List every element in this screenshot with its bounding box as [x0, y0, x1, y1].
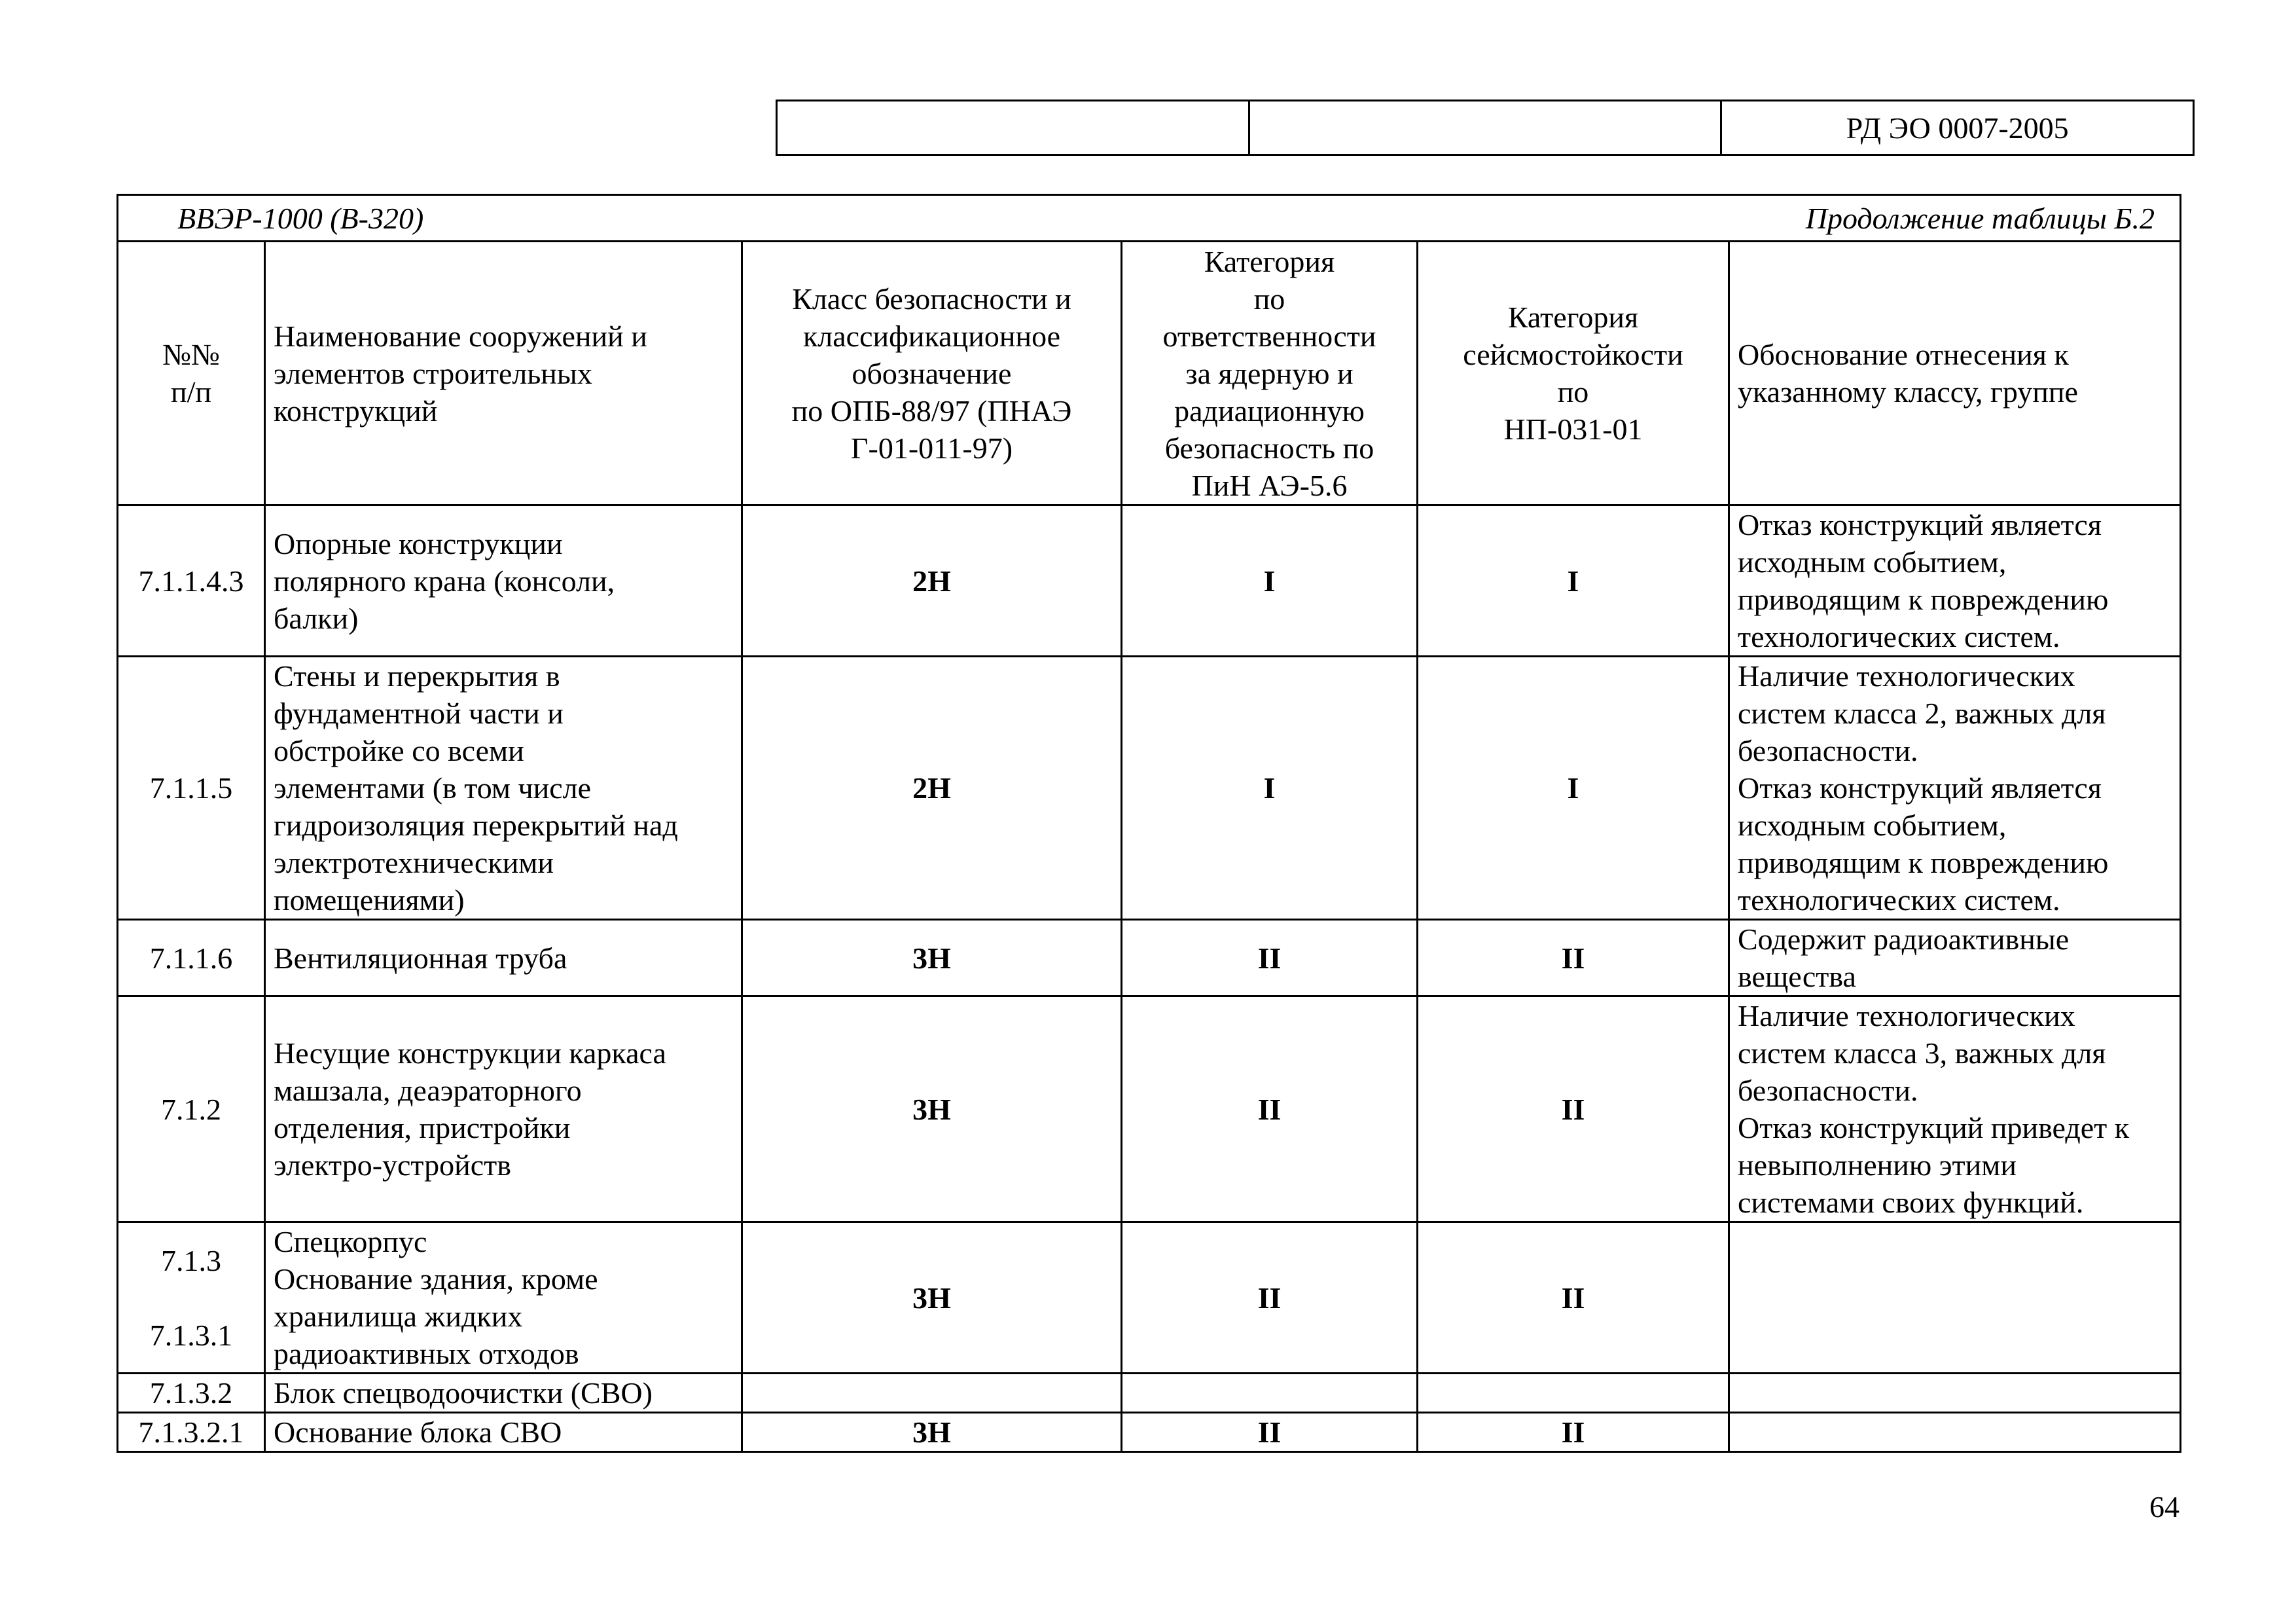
cell-safety-class: 3Н [742, 1413, 1122, 1452]
cell-num: 7.1.1.5 [118, 657, 265, 920]
header-cell-empty-1 [777, 101, 1249, 155]
cell-responsibility [1122, 1374, 1418, 1413]
cell-safety-class: 3Н [742, 920, 1122, 996]
table-row [118, 1222, 2181, 1374]
table-row [118, 1413, 2181, 1452]
cell-justification: Наличие технологических систем класса 2, важных для безопасности. Отказ конструкций является исходным событием, приводящим к повреждению технологических систем. [1729, 657, 2181, 920]
cell-seismic [1418, 1374, 1729, 1413]
cell-responsibility: I [1122, 505, 1418, 657]
table-row [118, 996, 2181, 1222]
cell-seismic: II [1418, 1413, 1729, 1452]
table-caption-cell [118, 195, 2181, 242]
column-header-seismic: Категория сейсмостойкости по НП-031-01 [1418, 242, 1729, 505]
reactor-type-caption: ВВЭР-1000 (В-320) [177, 201, 424, 235]
header-cell-empty-2 [1249, 101, 1721, 155]
cell-justification [1729, 1222, 2181, 1374]
cell-num: 7.1.2 [118, 996, 265, 1222]
document-header-block [776, 100, 2195, 156]
page-number: 64 [2149, 1490, 2179, 1523]
cell-safety-class: 3Н [742, 996, 1122, 1222]
cell-name: Опорные конструкции полярного крана (консоли, балки) [265, 505, 742, 657]
table-row [118, 505, 2181, 657]
column-header-responsibility: Категория по ответственности за ядерную и радиационную безопасность по ПиН АЭ-5.6 [1122, 242, 1418, 505]
cell-responsibility: I [1122, 657, 1418, 920]
column-header-safety-class: Класс безопасности и классификационное обозначение по ОПБ-88/97 (ПНАЭ Г-01-011-97) [742, 242, 1122, 505]
cell-name: Основание блока СВО [265, 1413, 742, 1452]
cell-justification [1729, 1413, 2181, 1452]
cell-seismic: II [1418, 996, 1729, 1222]
document-code: РД ЭО 0007-2005 [1721, 101, 2194, 155]
cell-responsibility: II [1122, 1413, 1418, 1452]
cell-name: Стены и перекрытия в фундаментной части и обстройке со всеми элементами (в том числе гидроизоляция перекрытий над электротехническими помещениями) [265, 657, 742, 920]
cell-responsibility: II [1122, 920, 1418, 996]
classification-table [117, 194, 2181, 1453]
table-row [118, 657, 2181, 920]
cell-seismic: I [1418, 505, 1729, 657]
column-header-name: Наименование сооружений и элементов строительных конструкций [265, 242, 742, 505]
cell-name: Блок спецводоочистки (СВО) [265, 1374, 742, 1413]
column-header-row [118, 242, 2181, 505]
cell-responsibility: II [1122, 1222, 1418, 1374]
column-header-num: №№ п/п [118, 242, 265, 505]
cell-justification: Содержит радиоактивные вещества [1729, 920, 2181, 996]
cell-name: Спецкорпус Основание здания, кроме хранилища жидких радиоактивных отходов [265, 1222, 742, 1374]
cell-safety-class: 3Н [742, 1222, 1122, 1374]
cell-responsibility: II [1122, 996, 1418, 1222]
cell-num: 7.1.3 7.1.3.1 [118, 1222, 265, 1374]
cell-num: 7.1.3.2.1 [118, 1413, 265, 1452]
cell-seismic: II [1418, 1222, 1729, 1374]
cell-justification: Отказ конструкций является исходным событием, приводящим к повреждению технологических систем. [1729, 505, 2181, 657]
column-header-justification: Обоснование отнесения к указанному классу, группе [1729, 242, 2181, 505]
table-caption-row [118, 195, 2181, 242]
cell-name: Вентиляционная труба [265, 920, 742, 996]
cell-name: Несущие конструкции каркаса машзала, деаэраторного отделения, пристройки электро-устройств [265, 996, 742, 1222]
cell-safety-class: 2Н [742, 505, 1122, 657]
table-row [118, 920, 2181, 996]
cell-safety-class [742, 1374, 1122, 1413]
cell-num: 7.1.1.4.3 [118, 505, 265, 657]
cell-justification [1729, 1374, 2181, 1413]
cell-seismic: II [1418, 920, 1729, 996]
table-continuation-caption: Продолжение таблицы Б.2 [1805, 201, 2155, 235]
cell-num: 7.1.1.6 [118, 920, 265, 996]
cell-num: 7.1.3.2 [118, 1374, 265, 1413]
cell-justification: Наличие технологических систем класса 3, важных для безопасности. Отказ конструкций приведет к невыполнению этими системами своих функций. [1729, 996, 2181, 1222]
cell-seismic: I [1418, 657, 1729, 920]
cell-safety-class: 2Н [742, 657, 1122, 920]
table-row [118, 1374, 2181, 1413]
